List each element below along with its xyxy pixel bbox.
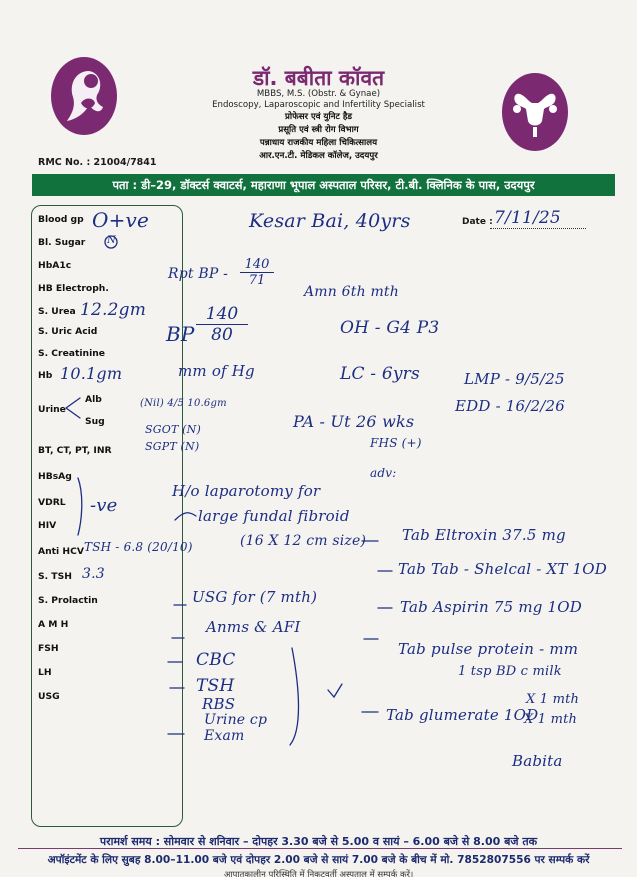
label-bl-sugar: Bl. Sugar — [38, 237, 86, 248]
hw-bl-sugar: N — [107, 235, 116, 246]
label-s-uric-acid: S. Uric Acid — [38, 326, 98, 337]
label-hba1c: HbA1c — [38, 260, 72, 271]
specialty: Endoscopy, Laparoscopic and Infertility Specialist — [212, 100, 425, 110]
hw-bp: BP — [166, 322, 195, 346]
label-hb-electroph: HB Electroph. — [38, 283, 109, 294]
investigation-panel — [31, 205, 183, 827]
label-hbsag: HBsAg — [38, 471, 72, 482]
label-s-urea: S. Urea — [38, 306, 76, 317]
rpt-bp-diastolic: 71 — [240, 272, 274, 288]
hw-mmhg: mm of Hg — [178, 362, 255, 380]
hw-urine: (Nil) 4/5 10.6gm — [140, 398, 227, 409]
label-amh: A M H — [38, 619, 69, 630]
doctor-signature: Babita — [512, 752, 563, 770]
doctor-name: डॉ. बबीता कॉवत — [252, 66, 385, 90]
check-mark — [328, 684, 342, 697]
hw-rx-glumerate: Tab glumerate 1OD — [386, 706, 539, 724]
label-fsh: FSH — [38, 643, 59, 654]
hw-rx-protein-dose: 1 tsp BD c milk — [458, 664, 562, 679]
label-s-creatinine: S. Creatinine — [38, 348, 106, 359]
rpt-bp-systolic: 140 — [244, 257, 270, 272]
hw-fhs: FHS (+) — [370, 436, 422, 450]
label-s-prolactin: S. Prolactin — [38, 595, 98, 606]
bp-diastolic: 80 — [196, 324, 248, 345]
hw-sgpt: SGPT (N) — [145, 440, 200, 453]
hw-s-tsh: 3.3 — [82, 566, 105, 582]
label-lh: LH — [38, 667, 52, 678]
hw-amenorrhea: Amn 6th mth — [304, 284, 399, 300]
appointment-info: अपॉइंटमेंट के लिए सुबह 8.00–11.00 बजे एवं दोपहर 2.00 बजे से सायं 7.00 बजे के बीच में मो. 7852807556 पर सम्पर्क करें — [47, 854, 590, 866]
hw-urine-exam: Urine cp Exam — [204, 712, 268, 744]
hw-rx-glumerate-duration: X 1 mth — [524, 712, 578, 727]
hospital: पन्नाधाय राजकीय महिला चिकित्सालय — [259, 138, 378, 148]
label-bt-ct-pt-inr: BT, CT, PT, INR — [38, 445, 112, 456]
hw-patient-name: Kesar Bai, 40yrs — [249, 210, 411, 232]
hw-per-abdomen: PA - Ut 26 wks — [293, 412, 415, 431]
label-alb: Alb — [85, 394, 102, 405]
hw-rpt-bp: Rpt BP - — [168, 266, 229, 282]
hw-anomaly-scan: Anms & AFI — [206, 618, 301, 636]
label-s-tsh: S. TSH — [38, 571, 72, 582]
rpt-bp-fraction — [240, 257, 274, 288]
bp-fraction — [196, 304, 248, 345]
footer-divider — [18, 848, 622, 849]
hw-date: 7/11/25 — [494, 208, 561, 228]
hw-usg-for: USG for (7 mth) — [192, 588, 318, 606]
hw-history-3: (16 X 12 cm size) — [240, 533, 367, 549]
date-line — [490, 228, 586, 229]
label-hb: Hb — [38, 370, 53, 381]
hw-urea: 12.2gm — [80, 300, 147, 320]
label-anti-hcv: Anti HCV — [38, 546, 84, 557]
hw-serology: -ve — [90, 495, 118, 516]
hw-obstetric-history: OH - G4 P3 — [340, 318, 440, 338]
hw-rbs: RBS — [202, 695, 236, 713]
department: प्रसूति एवं स्त्री रोग विभाग — [278, 125, 359, 135]
hw-cbc: CBC — [196, 650, 236, 670]
hw-hb: 10.1gm — [60, 364, 123, 383]
investigation-brace — [290, 648, 299, 745]
hw-anti-hcv: TSH - 6.8 (20/10) — [84, 540, 193, 554]
hw-rx-aspirin: Tab Aspirin 75 mg 1OD — [400, 598, 582, 616]
qualification: MBBS, M.S. (Obstr. & Gynae) — [256, 89, 381, 99]
label-hiv: HIV — [38, 520, 57, 531]
hw-history-1: H/o laparotomy for — [172, 482, 321, 500]
hw-history-2: large fundal fibroid — [198, 507, 350, 525]
rmc-number: RMC No. : 21004/7841 — [38, 157, 157, 168]
hw-rx-shelcal: Tab Tab - Shelcal - XT 1OD — [398, 560, 608, 578]
emergency-note: आपातकालीन परिस्थिति में निकटवर्ती अस्पताल में सम्पर्क करें। — [223, 870, 414, 877]
consultation-timings: परामर्श समय : सोमवार से शनिवार – दोपहर 3.30 बजे से 5.00 व सायं – 6.00 बजे से 8.00 बजे तक — [99, 835, 538, 848]
hw-rx-eltroxin: Tab Eltroxin 37.5 mg — [402, 526, 566, 544]
bp-systolic: 140 — [205, 304, 239, 324]
hw-rx-protein: Tab pulse protein - mm — [398, 640, 579, 658]
hw-blood-gp: O+ve — [92, 208, 150, 232]
address-bar: पता : डी–29, डॉक्टर्स क्वाटर्स, महाराणा भूपाल अस्पताल परिसर, टी.बी. क्लिनिक के पास, उदयपुर — [32, 174, 615, 196]
college: आर.एन.टी. मेडिकल कॉलेज, उदयपुर — [259, 151, 378, 161]
date-label: Date : — [462, 217, 493, 227]
label-vdrl: VDRL — [38, 497, 66, 508]
designation: प्रोफेसर एवं युनिट हैड — [284, 112, 353, 122]
label-usg: USG — [38, 691, 60, 702]
label-sug: Sug — [85, 416, 105, 427]
hw-advice: adv: — [370, 466, 397, 480]
label-blood-gp: Blood gp — [38, 214, 84, 225]
hw-last-child: LC - 6yrs — [340, 364, 420, 384]
hw-sgot: SGOT (N) — [145, 423, 201, 436]
hw-tsh: TSH — [196, 676, 235, 696]
hw-rx-protein-duration: X 1 mth — [526, 692, 580, 707]
hw-lmp: LMP - 9/5/25 — [464, 370, 565, 388]
label-urine: Urine — [38, 404, 66, 415]
hw-edd: EDD - 16/2/26 — [455, 397, 566, 415]
